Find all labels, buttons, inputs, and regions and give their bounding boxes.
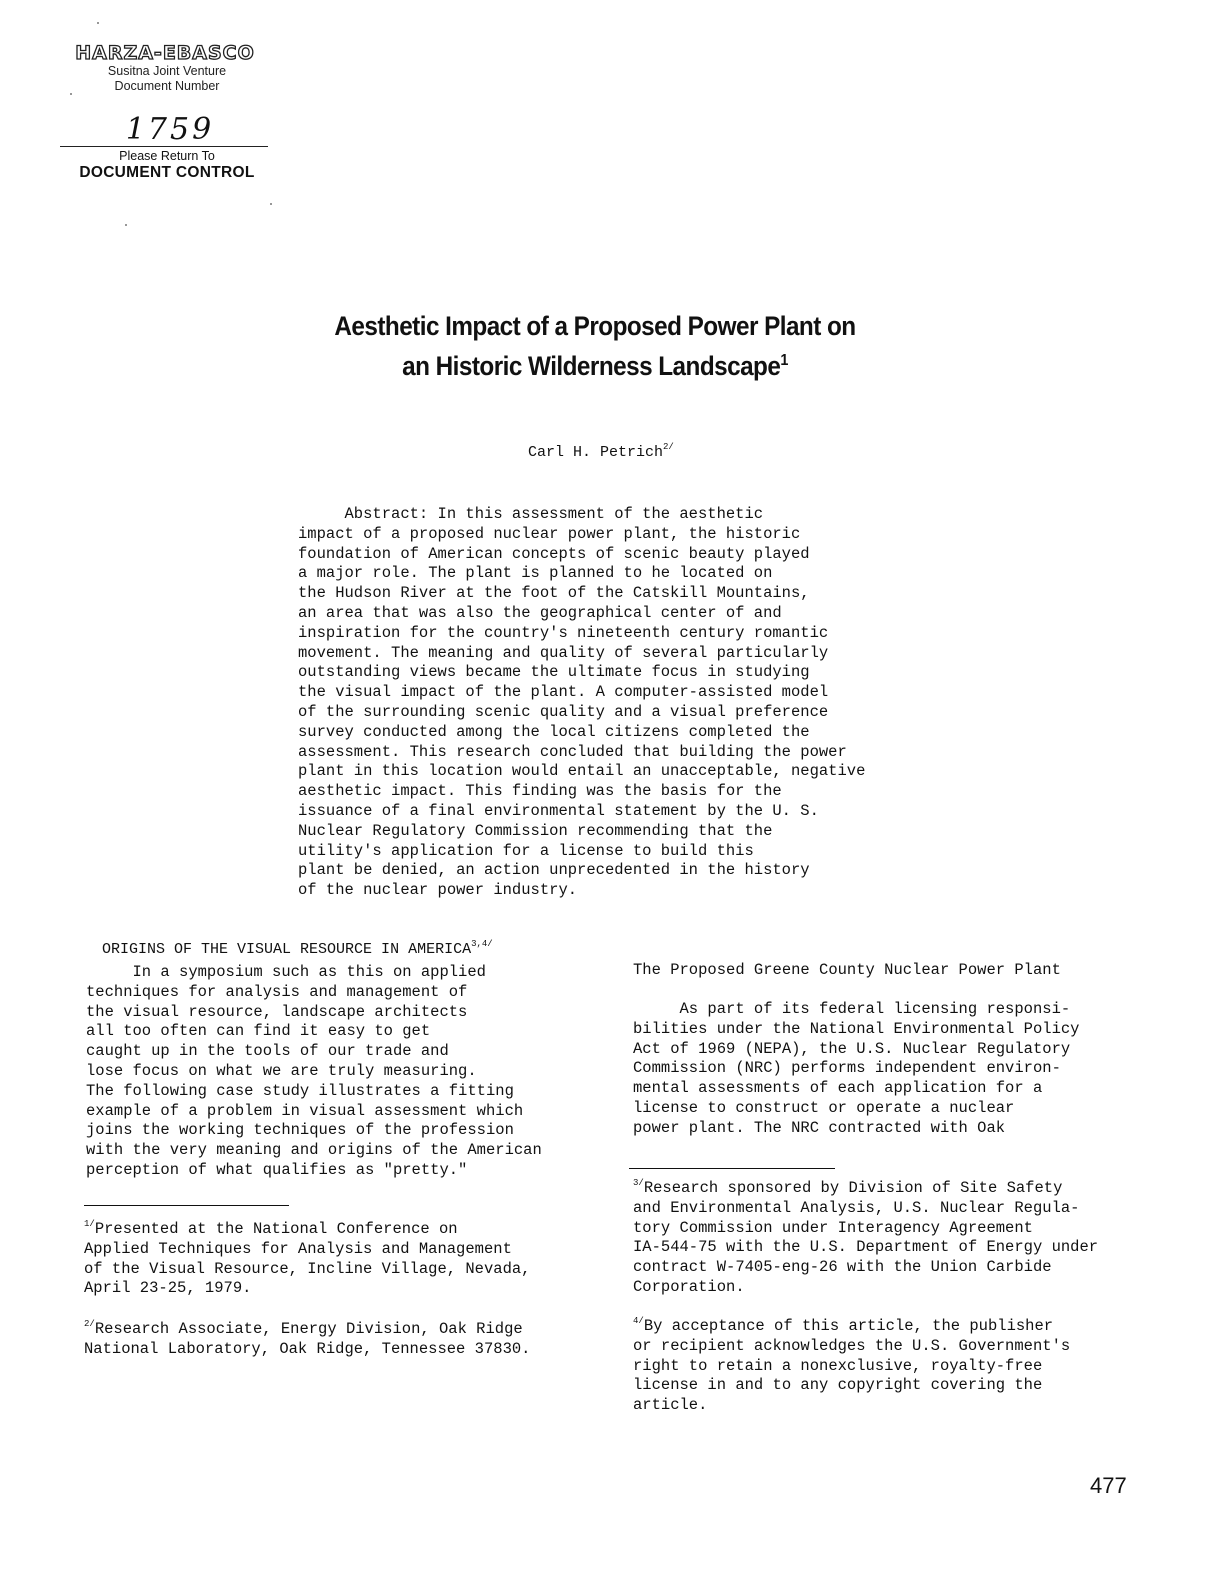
section-heading-note-mark: 3,4/ (471, 939, 493, 949)
text-line: perception of what qualifies as "pretty." (86, 1160, 468, 1179)
text-line: a major role. The plant is planned to he located on (298, 564, 773, 583)
footnote-text: Research Associate, Energy Division, Oak Ridge (94, 1320, 523, 1338)
text-line: joins the working techniques of the profession (86, 1121, 514, 1140)
text-line: mental assessments of each application for a (633, 1079, 1043, 1098)
footnote-mark: 4/ (633, 1316, 644, 1326)
left-column-body (86, 963, 542, 1181)
text-line: inspiration for the country's nineteenth century romantic (298, 623, 829, 642)
text-line: of the surrounding scenic quality and a visual preference (298, 702, 829, 721)
text-line: Act of 1969 (NEPA), the U.S. Nuclear Regulatory (633, 1039, 1071, 1058)
footnote-text: Corporation. (633, 1277, 745, 1296)
page-number: 477 (1090, 1473, 1127, 1498)
abstract (298, 505, 865, 901)
footnote-line (633, 1376, 1070, 1396)
text-line: plant in this location would entail an unacceptable, negative (298, 762, 866, 781)
footnote-text: By acceptance of this article, the publisher (643, 1317, 1054, 1335)
text-line: In a symposium such as this on applied (86, 963, 486, 981)
text-line: The following case study illustrates a fitting (86, 1081, 514, 1100)
footnote-text: contract W-7405-eng-26 with the Union Carbide (633, 1258, 1052, 1277)
footnote-text: right to retain a nonexclusive, royalty-free (633, 1356, 1043, 1375)
text-line: lose focus on what we are truly measuring. (86, 1061, 477, 1080)
footnote-text: Presented at the National Conference on (94, 1220, 458, 1238)
footnote-line (633, 1278, 1098, 1298)
text-line: plant be denied, an action unprecedented in the history (298, 861, 810, 880)
text-line: assessment. This research concluded that building the power (298, 742, 847, 761)
footnote-text: National Laboratory, Oak Ridge, Tennessee 37830. (84, 1339, 531, 1358)
footnote-text: or recipient acknowledges the U.S. Government's (633, 1336, 1071, 1355)
text-line: of the nuclear power industry. (298, 881, 578, 900)
text-line: bilities under the National Environmental Policy (633, 1019, 1080, 1038)
footnote-line (633, 1219, 1098, 1239)
text-line: the Hudson River at the foot of the Catskill Mountains, (298, 584, 810, 603)
subsection-heading: The Proposed Greene County Nuclear Power Plant (633, 961, 1061, 979)
footnote-line (84, 1340, 530, 1360)
footnote-4 (633, 1317, 1070, 1416)
author (528, 444, 674, 461)
document-control-stamp (60, 42, 274, 182)
text-line: aesthetic impact. This finding was the basis for the (298, 782, 782, 801)
footnote-line (633, 1317, 1070, 1337)
footnote-line (633, 1179, 1098, 1199)
footnote-text: and Environmental Analysis, U.S. Nuclear Regula- (633, 1198, 1080, 1217)
text-line: techniques for analysis and management of (86, 982, 468, 1001)
footnote-text: of the Visual Resource, Incline Village, Nevada, (84, 1259, 531, 1278)
footnote-text: article. (633, 1396, 708, 1415)
stamp-logo: HARZA-EBASCO (75, 42, 255, 64)
footnote-2 (84, 1320, 530, 1360)
text-line: the visual impact of the plant. A computer-assisted model (298, 683, 829, 702)
footnote-mark: 1/ (84, 1219, 95, 1229)
text-line: issuance of a final environmental statement by the U. S. (298, 801, 819, 820)
stamp-line-1: Susitna Joint Venture (107, 64, 227, 78)
stamp-control-label: DOCUMENT CONTROL (79, 164, 255, 181)
footnote-rule-left (84, 1205, 289, 1206)
section-heading-text: ORIGINS OF THE VISUAL RESOURCE IN AMERICA (102, 941, 472, 958)
text-line: caught up in the tools of our trade and (86, 1042, 449, 1061)
footnote-mark: 3/ (633, 1178, 644, 1188)
text-line: As part of its federal licensing responsi- (633, 1000, 1071, 1018)
text-line: example of a problem in visual assessment which (86, 1101, 524, 1120)
text-line: all too often can find it easy to get (86, 1022, 431, 1041)
section-heading (84, 924, 493, 958)
text-line: impact of a proposed nuclear power plant, the historic (298, 524, 801, 543)
footnote-text: IA-544-75 with the U.S. Department of Energy under (633, 1238, 1099, 1257)
footnote-1 (84, 1220, 530, 1299)
footnote-mark: 2/ (84, 1319, 95, 1329)
stamp-return-label: Please Return To (119, 149, 215, 163)
title-line-1: Aesthetic Impact of a Proposed Power Plant on (334, 311, 856, 341)
footnote-line (633, 1199, 1098, 1219)
text-line: Commission (NRC) performs independent environ- (633, 1059, 1061, 1078)
author-name: Carl H. Petrich (528, 444, 664, 461)
footnote-line (633, 1258, 1098, 1278)
stamp-line-2: Document Number (114, 79, 220, 93)
footnote-3 (633, 1179, 1098, 1298)
footnote-text: license in and to any copyright covering the (633, 1376, 1043, 1395)
footnote-line (84, 1240, 530, 1260)
title-note-mark: 1 (780, 352, 788, 369)
text-line: license to construct or operate a nuclear (633, 1098, 1015, 1117)
footnote-text: Applied Techniques for Analysis and Management (84, 1239, 512, 1258)
text-line: the visual resource, landscape architects (86, 1002, 468, 1021)
title-line-2-text: an Historic Wilderness Landscape (402, 351, 781, 381)
right-column-body (633, 1000, 1079, 1139)
scan-speck (125, 224, 127, 226)
text-line: Nuclear Regulatory Commission recommending that the (298, 821, 773, 840)
text-line: Abstract: In this assessment of the aesthetic (298, 505, 764, 523)
text-line: with the very meaning and origins of the American (86, 1141, 542, 1160)
footnote-line (84, 1320, 530, 1340)
text-line: an area that was also the geographical center of and (298, 603, 782, 622)
footnote-rule-right (629, 1168, 835, 1169)
text-line: utility's application for a license to build this (298, 841, 754, 860)
author-note-mark: 2/ (663, 442, 674, 452)
footnote-text: Research sponsored by Division of Site Safety (643, 1179, 1063, 1197)
text-line: foundation of American concepts of scenic beauty played (298, 544, 810, 563)
stamp-document-number: 1759 (125, 112, 215, 147)
scan-speck (97, 22, 99, 24)
text-line: outstanding views became the ultimate focus in studying (298, 663, 810, 682)
footnote-line (633, 1337, 1070, 1357)
text-line: movement. The meaning and quality of several particularly (298, 643, 829, 662)
title-line-2 (285, 346, 906, 386)
footnote-line (84, 1260, 530, 1280)
footnote-line (84, 1279, 530, 1299)
text-line: survey conducted among the local citizens completed the (298, 722, 810, 741)
footnote-line (633, 1357, 1070, 1377)
text-line: power plant. The NRC contracted with Oak (633, 1118, 1006, 1137)
footnote-line (84, 1220, 530, 1240)
footnote-line (633, 1238, 1098, 1258)
footnote-line (633, 1396, 1070, 1416)
footnote-text: tory Commission under Interagency Agreement (633, 1218, 1033, 1237)
footnote-text: April 23-25, 1979. (84, 1279, 252, 1298)
scan-speck (270, 203, 272, 205)
paper-title (285, 306, 906, 386)
